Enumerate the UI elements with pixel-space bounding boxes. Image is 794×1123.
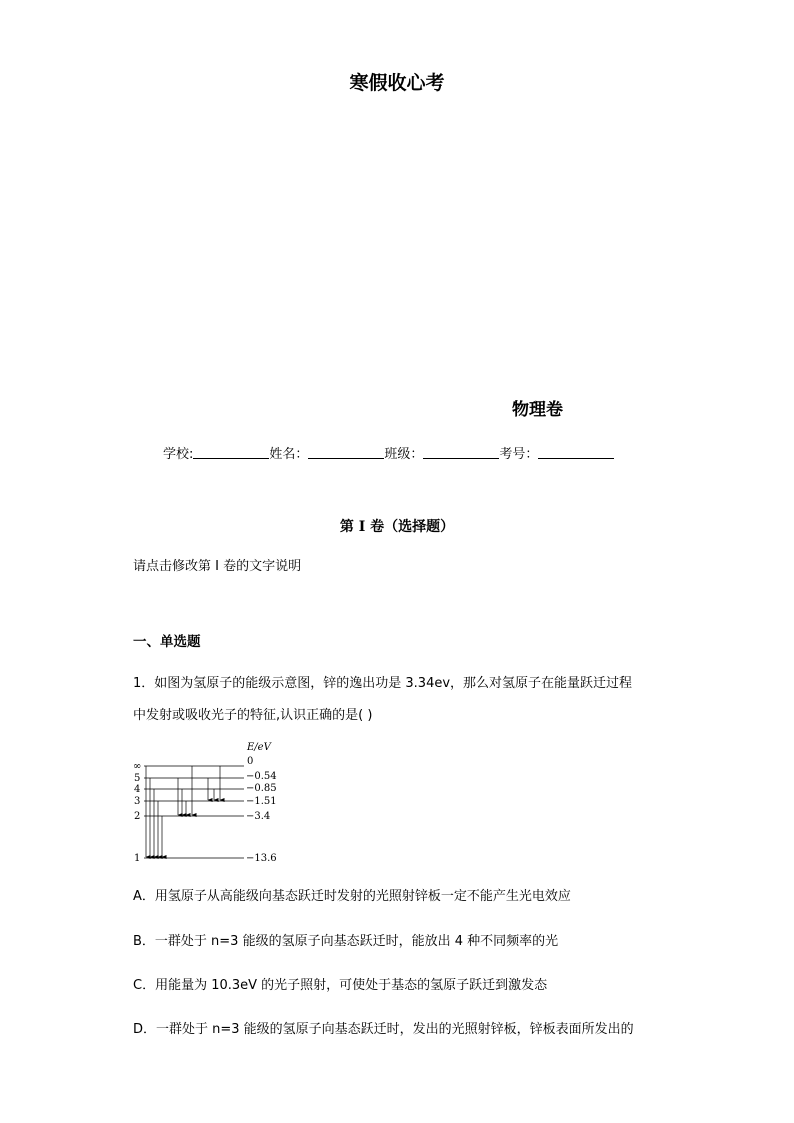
section-title: 一、单选题 [133, 634, 201, 650]
level-n-inf: ∞ [133, 761, 142, 772]
axis-label: E/eV [247, 742, 271, 753]
option-a[interactable]: A．用氢原子从高能级向基态跃迁时发射的光照射锌板一定不能产生光电效应 [133, 889, 571, 904]
name-label: 姓名： [269, 447, 309, 462]
subject-title: 物理卷 [512, 400, 563, 420]
level-energy-2: −3.4 [246, 811, 271, 822]
exam-title: 寒假收心考 [349, 72, 445, 94]
level-energy-5: −0.54 [246, 771, 277, 782]
exam-number-label: 考号： [499, 447, 539, 462]
class-label: 班级： [384, 447, 424, 462]
school-label: 学校: [163, 447, 194, 462]
level-n-3: 3 [134, 796, 141, 807]
option-d[interactable]: D．一群处于 n=3 能级的氢原子向基态跃迁时，发出的光照射锌板，锌板表面所发出的 [133, 1022, 634, 1037]
question-1-stem-line-2: 中发射或吸收光子的特征,认识正确的是( ) [133, 708, 373, 723]
school-field[interactable] [193, 446, 269, 459]
level-n-2: 2 [134, 811, 141, 822]
class-field[interactable] [423, 446, 499, 459]
level-energy-4: −0.85 [246, 783, 277, 794]
question-1-stem-line-1: 1．如图为氢原子的能级示意图，锌的逸出功是 3.34ev，那么对氢原子在能量跃迁过程 [133, 676, 633, 691]
level-energy-3: −1.51 [246, 796, 277, 807]
level-energy-inf: 0 [247, 756, 254, 767]
option-b[interactable]: B．一群处于 n=3 能级的氢原子向基态跃迁时，能放出 4 种不同频率的光 [133, 934, 559, 949]
volume-title: 第 I 卷（选择题） [339, 519, 455, 535]
name-field[interactable] [308, 446, 384, 459]
level-n-5: 5 [134, 773, 141, 784]
level-n-4: 4 [134, 784, 141, 795]
energy-level-diagram [128, 738, 288, 866]
level-n-1: 1 [134, 853, 141, 864]
level-energy-1: −13.6 [246, 853, 277, 864]
exam-number-field[interactable] [538, 446, 614, 459]
option-c[interactable]: C．用能量为 10.3eV 的光子照射，可使处于基态的氢原子跃迁到激发态 [133, 978, 548, 993]
student-info-line [163, 443, 614, 462]
volume-instruction: 请点击修改第 I 卷的文字说明 [133, 559, 302, 574]
